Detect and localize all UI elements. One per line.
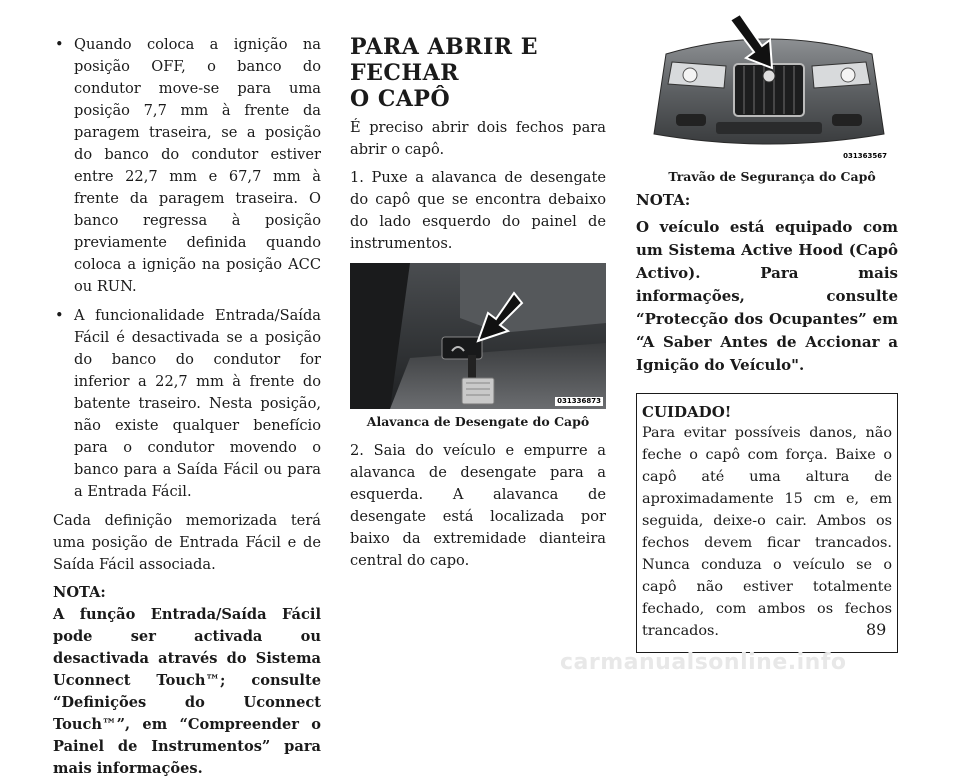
watermark: carmanualsonline.info [560, 650, 847, 675]
figure-caption: Travão de Segurança do Capô [668, 169, 876, 184]
bullet-item: • A funcionalidade Entrada/Saída Fácil é desactivada se a posição do banco do condutor for inferior a 22,7 mm à frente do batente traseiro. Nesta posição, não existe qualquer benefício para o condutor movendo o banco para a Saída Fácil ou para a Entrada Fácil. [55, 307, 321, 500]
middle-column [350, 34, 606, 572]
car-front-illustration [646, 14, 892, 164]
right-column [636, 34, 898, 653]
bullet-list [53, 34, 321, 503]
note-label: NOTA: [636, 191, 691, 209]
hood-release-lever-illustration [350, 263, 606, 409]
bullet-icon: • [55, 307, 64, 324]
figure-caption: Alavanca de Desengate do Capô [366, 414, 590, 429]
bullet-item: • Quando coloca a ignição na posição OFF, o banco do condutor move-se para uma posição 7,7 mm à frente da paragem traseira, se a posição do banco do condutor estiver entre 22,7 mm e 67,7 mm à frente da paragem traseira. O banco regressa à posição previamente definida quando coloca a ignição na posição ACC ou RUN. [55, 36, 321, 295]
bullet-icon: • [55, 36, 64, 53]
note-text: O veículo está equipado com um Sistema Active Hood (Capô Activo). Para mais informações, consulte “Protecção dos Ocupantes” em “A Saber Antes de Accionar a Ignição do Veículo". [636, 218, 898, 374]
note-label: NOTA: [53, 584, 106, 601]
intro-paragraph: É preciso abrir dois fechos para abrir o capô. [350, 119, 606, 158]
memory-setting-paragraph: Cada definição memorizada terá uma posição de Entrada Fácil e de Saída Fácil associada. [53, 512, 321, 573]
hood-release-lever-photo [350, 263, 606, 409]
figure-code: 031363567 [843, 152, 887, 160]
hood-safety-catch-photo [646, 14, 892, 164]
page-number: 89 [866, 620, 887, 639]
caution-box [636, 393, 898, 653]
figure-code: 031336873 [557, 397, 601, 405]
note-text: A função Entrada/Saída Fácil pode ser activada ou desactivada através do Sistema Uconnect Touch™; consulte “Definições do Uconnect Touch™”, em “Compreender o Painel de Instrumentos” para mais informações. [53, 606, 321, 777]
step-2-paragraph: 2. Saia do veículo e empurre a alavanca de desengate para a esquerda. A alavanca de desengate está localizada por baixo da extremidade dianteira central do capo. [350, 442, 606, 569]
caution-title: CUIDADO! [642, 403, 732, 421]
section-title: PARA ABRIR E FECHAR O CAPÔ [350, 34, 538, 112]
caution-text: Para evitar possíveis danos, não feche o capô com força. Baixe o capô até uma altura de aproximadamente 15 cm e, em seguida, deixe-o cair. Ambos os fechos devem ficar trancados. Nunca conduza o veículo se o capô não estiver totalmente fechado, com ambos os fechos trancados. [642, 425, 892, 639]
left-column [53, 34, 321, 780]
step-1-paragraph: 1. Puxe a alavanca de desengate do capô que se encontra debaixo do lado esquerdo do painel de instrumentos. [350, 169, 606, 252]
